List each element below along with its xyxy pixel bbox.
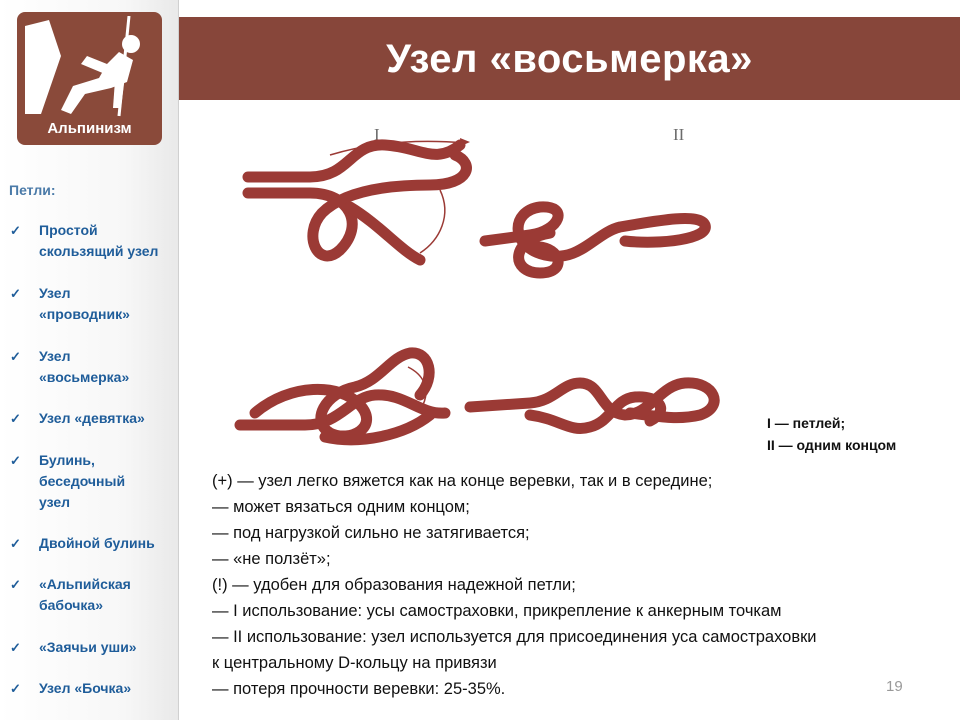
note-line: — может вязаться одним концом;: [212, 498, 470, 516]
knot-i-step1: [248, 145, 466, 260]
knot-i-step2: [240, 353, 445, 440]
figure-eight-knot-illustration: [230, 115, 730, 460]
nav-item-label: узел: [39, 494, 71, 510]
nav-item-label: Узел «Бочка»: [39, 680, 132, 696]
legend-item-ii: II — одним концом: [767, 437, 897, 453]
note-line: (!) — удобен для образования надежной петли;: [212, 576, 576, 594]
sidebar: [0, 0, 179, 720]
page-number: 19: [886, 678, 903, 695]
note-line: — I использование: усы самостраховки, прикрепление к анкерным точкам: [212, 602, 782, 620]
nav-item-label: «Заячьи уши»: [39, 639, 137, 655]
nav-item-label: «восьмерка»: [39, 369, 130, 385]
note-line: — потеря прочности веревки: 25-35%.: [212, 680, 506, 698]
page-title: Узел «восьмерка»: [386, 37, 753, 81]
note-line: (+) — узел легко вяжется как на конце веревки, так и в середине;: [212, 472, 713, 490]
checkmark-icon: ✓: [10, 681, 21, 696]
knot-ii-step1: [485, 207, 705, 273]
legend-item-i: I — петлей;: [767, 415, 846, 431]
nav-item-label: бабочка»: [39, 597, 103, 613]
nav-item-label: Простой: [39, 222, 98, 238]
figure-label-i: I: [374, 125, 380, 144]
logo: [17, 12, 162, 145]
header-bar: [179, 17, 960, 100]
checkmark-icon: ✓: [10, 640, 21, 655]
arrow-icon: [420, 190, 445, 253]
nav-item-provodnik[interactable]: [10, 283, 170, 325]
nav-item-label: беседочный: [39, 473, 126, 489]
nav-item-dvoynoy-bulin[interactable]: [10, 533, 170, 554]
note-line: — под нагрузкой сильно не затягивается;: [212, 524, 530, 542]
nav-item-devyatka[interactable]: [10, 408, 170, 429]
climber-icon: [21, 16, 158, 124]
nav-item-label: «проводник»: [39, 306, 130, 322]
note-line: — II использование: узел используется для присоединения уса самостраховки: [212, 628, 817, 646]
note-line: — «не ползёт»;: [212, 550, 331, 568]
knot-ii-step2: [470, 383, 714, 429]
checkmark-icon: ✓: [10, 223, 21, 238]
nav-item-vosmerka[interactable]: [10, 346, 170, 388]
nav-item-label: скользящий узел: [39, 243, 159, 259]
nav-item-bulin-besedochny[interactable]: [10, 450, 170, 513]
nav-item-label: «Альпийская: [39, 576, 131, 592]
checkmark-icon: ✓: [10, 577, 21, 592]
checkmark-icon: ✓: [10, 349, 21, 364]
figure-label-ii: II: [673, 125, 685, 144]
nav-item-label: Узел «девятка»: [39, 410, 145, 426]
note-line: к центральному D-кольцу на привязи: [212, 654, 497, 672]
nav-item-label: Узел: [39, 348, 71, 364]
notes-list: [212, 468, 947, 702]
nav-item-zayachi-ushi[interactable]: [10, 637, 170, 658]
logo-text: Альпинизм: [47, 120, 132, 137]
checkmark-icon: ✓: [10, 411, 21, 426]
checkmark-icon: ✓: [10, 453, 21, 468]
checkmark-icon: ✓: [10, 286, 21, 301]
nav-item-label: Узел: [39, 285, 71, 301]
nav-item-bochka[interactable]: [10, 678, 170, 699]
nav-item-label: Булинь,: [39, 452, 95, 468]
figure-legend: [767, 412, 896, 456]
checkmark-icon: ✓: [10, 536, 21, 551]
nav-item-alpiyskaya-babochka[interactable]: [10, 574, 170, 616]
nav-item-prostoy-skolzyashchiy[interactable]: [10, 220, 170, 262]
nav-title: Петли:: [9, 182, 56, 198]
nav-item-label: Двойной булинь: [39, 535, 155, 551]
